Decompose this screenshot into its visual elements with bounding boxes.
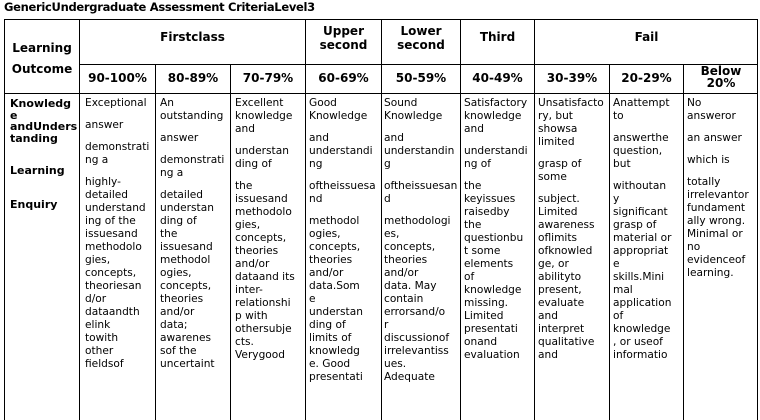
criteria-paragraph <box>613 97 683 123</box>
criteria-line: theories <box>235 245 279 257</box>
criteria-line: understandin <box>384 145 455 157</box>
criteria-line: , or useof <box>613 336 663 348</box>
criteria-line: mal <box>613 284 633 296</box>
criteria-paragraph <box>160 97 230 123</box>
criteria-line: Good <box>309 97 337 109</box>
col-divider <box>609 64 610 420</box>
criteria-line: ogies, <box>309 228 341 240</box>
criteria-line: ng <box>309 158 323 170</box>
criteria-paragraph <box>384 215 460 384</box>
criteria-line: irrelevantor <box>687 189 749 201</box>
criteria-line: which is <box>687 154 730 166</box>
criteria-line: contain <box>384 293 424 305</box>
criteria-paragraph <box>235 145 305 171</box>
criteria-line: knowledge <box>613 323 671 335</box>
criteria-line: and <box>538 349 558 361</box>
criteria-line: answerthe <box>613 132 669 144</box>
criteria-line: Excellent <box>235 97 284 109</box>
criteria-line: data; <box>160 319 188 331</box>
header-lower-line1: Lower <box>400 24 442 38</box>
criteria-line: cts. <box>235 336 254 348</box>
criteria-line: material or <box>613 232 672 244</box>
criteria-line: evidenceof <box>687 254 746 266</box>
criteria-line: t some <box>464 245 501 257</box>
document-title: GenericUndergraduate Assessment CriteriaLevel3 <box>4 0 315 14</box>
criteria-line: knowledge <box>464 110 522 122</box>
range-80-89: 80-89% <box>167 71 219 85</box>
range-below-line1: Below <box>700 64 742 78</box>
criteria-line: knowledge <box>464 284 522 296</box>
criteria-line: irrelevantiss <box>384 345 449 357</box>
criteria-line: Satisfactory <box>464 97 528 109</box>
range-90-100: 90-100% <box>88 71 147 85</box>
criteria-line: grasp of <box>613 219 657 231</box>
outcome-k-line4: tanding <box>10 131 58 145</box>
criteria-paragraph <box>309 180 381 206</box>
criteria-line: Adequate <box>384 371 435 383</box>
criteria-line: concepts, <box>85 267 137 279</box>
criteria-line: Anattempt <box>613 97 670 109</box>
criteria-line: Knowledge <box>384 110 443 122</box>
criteria-line: concepts, <box>160 280 212 292</box>
range-70-79: 70-79% <box>242 71 294 85</box>
criteria-paragraph <box>538 97 609 149</box>
criteria-line: keyissues <box>464 193 516 205</box>
criteria-line: some <box>538 171 567 183</box>
criteria-line: es, <box>384 228 400 240</box>
criteria-line: withoutan <box>613 180 667 192</box>
header-firstclass: Firstclass <box>160 30 225 44</box>
criteria-line: d/or <box>85 293 107 305</box>
criteria-90-100 <box>85 97 155 420</box>
criteria-line: understan <box>235 145 289 157</box>
criteria-line: and/or <box>160 306 195 318</box>
criteria-line: An <box>160 97 174 109</box>
criteria-line: dataandth <box>85 306 140 318</box>
criteria-line: understandi <box>464 145 528 157</box>
criteria-line: detailed <box>160 189 204 201</box>
header-third: Third <box>479 30 516 44</box>
col-divider <box>230 64 231 420</box>
criteria-line: awarenes <box>160 332 212 344</box>
criteria-line: presentati <box>464 323 518 335</box>
criteria-line: Minimal or <box>687 228 743 240</box>
criteria-line: Limited <box>538 206 578 218</box>
criteria-line: grasp of <box>538 158 582 170</box>
criteria-60-69 <box>309 97 381 420</box>
criteria-line: interpret <box>538 323 585 335</box>
criteria-line: and <box>309 132 329 144</box>
criteria-line: no <box>687 241 701 253</box>
criteria-paragraph <box>85 119 155 132</box>
criteria-20-29 <box>613 97 683 420</box>
criteria-line: an answer <box>687 132 742 144</box>
criteria-line: uncertaint <box>160 358 215 370</box>
criteria-80-89 <box>160 97 230 420</box>
criteria-line: the <box>235 180 253 192</box>
criteria-paragraph <box>235 97 305 136</box>
criteria-line: oflimits <box>538 232 578 244</box>
criteria-paragraph <box>309 132 381 171</box>
criteria-line: data. May <box>384 280 437 292</box>
criteria-line: outstanding <box>160 110 224 122</box>
criteria-line: Exceptional <box>85 97 147 109</box>
col-divider <box>155 64 156 420</box>
criteria-line: ding of <box>235 158 272 170</box>
criteria-line: dataand its <box>235 271 295 283</box>
criteria-paragraph <box>613 180 683 362</box>
criteria-line: oftheissuesa <box>309 180 376 192</box>
criteria-line: discussionof <box>384 332 450 344</box>
criteria-40-49 <box>464 97 534 420</box>
criteria-line: theories <box>309 254 353 266</box>
criteria-line: e <box>613 258 620 270</box>
criteria-line: appropriat <box>613 245 669 257</box>
outcome-k-line1: Knowledg <box>10 97 72 110</box>
criteria-paragraph <box>85 176 155 371</box>
criteria-line: understan <box>309 306 363 318</box>
criteria-paragraph <box>309 97 381 123</box>
criteria-line: gies, <box>235 219 261 231</box>
criteria-line: and/or <box>384 267 419 279</box>
criteria-line: concepts, <box>309 241 361 253</box>
criteria-line: answer <box>160 132 199 144</box>
criteria-line: knowledge <box>235 110 293 122</box>
criteria-line: understand <box>85 202 146 214</box>
criteria-line: methodol <box>309 215 360 227</box>
criteria-line: data.Som <box>309 280 360 292</box>
criteria-line: ues. <box>384 358 407 370</box>
header-upper-second <box>306 24 381 52</box>
criteria-line: gies, <box>85 254 111 266</box>
criteria-paragraph <box>464 145 534 171</box>
criteria-line: concepts, <box>384 241 436 253</box>
criteria-paragraph <box>687 176 758 280</box>
criteria-paragraph <box>160 132 230 145</box>
outcome-enquiry: Enquiry <box>10 198 58 211</box>
criteria-line: oftheissuesan <box>384 180 458 192</box>
criteria-line: g <box>384 158 391 170</box>
range-60-69: 60-69% <box>318 71 369 85</box>
outcome-learning: Learning <box>10 164 65 177</box>
criteria-line: evaluate <box>538 297 585 309</box>
outcome-k-line3: andUnders <box>10 120 78 133</box>
criteria-line: of <box>613 310 624 322</box>
criteria-paragraph <box>235 180 305 362</box>
criteria-line: Sound <box>384 97 418 109</box>
criteria-line: and/or <box>235 258 270 270</box>
criteria-line: ng of <box>464 158 492 170</box>
criteria-line: concepts, <box>235 232 287 244</box>
criteria-line: to <box>613 110 624 122</box>
criteria-line: Verygood <box>235 349 285 361</box>
criteria-line: ding of <box>160 215 197 227</box>
criteria-line: totally <box>687 176 721 188</box>
criteria-line: evaluation <box>464 349 520 361</box>
criteria-70-79 <box>235 97 305 420</box>
criteria-paragraph <box>309 215 381 384</box>
criteria-line: ry, but <box>538 110 573 122</box>
header-lower-second <box>382 24 460 52</box>
header-upper-line2: second <box>319 38 368 52</box>
criteria-line: raisedby <box>464 206 510 218</box>
range-below-20 <box>684 65 758 89</box>
criteria-line: othersubje <box>235 323 292 335</box>
criteria-line: and <box>538 310 558 322</box>
outcome-k-line2: e <box>10 108 18 122</box>
criteria-line: elements <box>464 258 514 270</box>
criteria-line: ding of <box>309 319 346 331</box>
criteria-paragraph <box>384 132 460 171</box>
criteria-line: qualitative <box>538 336 595 348</box>
criteria-line: Unsatisfacto <box>538 97 604 109</box>
criteria-line: limits of <box>309 332 352 344</box>
criteria-line: nd <box>309 193 323 205</box>
header-outcome-line2: Outcome <box>11 62 73 76</box>
criteria-line: ge, or <box>538 258 569 270</box>
criteria-line: fundament <box>687 202 746 214</box>
range-30-39: 30-39% <box>546 71 598 85</box>
criteria-line: other <box>85 345 114 357</box>
criteria-line: and <box>384 132 404 144</box>
criteria-line: significant <box>613 206 668 218</box>
criteria-line: methodologi <box>384 215 451 227</box>
criteria-line: ing of the <box>85 215 136 227</box>
range-20-29: 20-29% <box>621 71 672 85</box>
criteria-line: Limited <box>464 310 504 322</box>
criteria-paragraph <box>85 141 155 167</box>
criteria-line: theoriesan <box>85 280 142 292</box>
header-outcome-line1: Learning <box>12 41 72 55</box>
outcome-knowledge <box>10 98 77 144</box>
criteria-paragraph <box>613 132 683 171</box>
row-divider-header <box>79 64 758 65</box>
criteria-line: understandi <box>309 145 373 157</box>
criteria-30-39 <box>538 97 609 420</box>
criteria-paragraph <box>384 97 460 123</box>
range-40-49: 40-49% <box>472 71 523 85</box>
criteria-paragraph <box>538 158 609 184</box>
criteria-paragraph <box>464 180 534 362</box>
criteria-line: ally wrong. <box>687 215 746 227</box>
criteria-line: d <box>384 193 391 205</box>
criteria-line: showsa <box>538 123 578 135</box>
header-learning-outcome <box>4 38 80 80</box>
criteria-line: knowledg <box>309 345 360 357</box>
criteria-line: but <box>613 158 631 170</box>
criteria-line: towith <box>85 332 119 344</box>
criteria-line: demonstrati <box>160 154 225 166</box>
criteria-line: application <box>613 297 672 309</box>
criteria-paragraph <box>464 97 534 136</box>
criteria-line: methodolo <box>85 241 142 253</box>
criteria-paragraph <box>687 154 758 167</box>
criteria-paragraph <box>687 97 758 123</box>
criteria-line: the <box>160 228 178 240</box>
criteria-line: fieldsof <box>85 358 124 370</box>
criteria-line: answeror <box>687 110 736 122</box>
criteria-line: question, <box>613 145 663 157</box>
criteria-paragraph <box>538 193 609 362</box>
criteria-line: questionbu <box>464 232 524 244</box>
criteria-line: inter- <box>235 284 263 296</box>
header-upper-line1: Upper <box>323 24 364 38</box>
header-lower-line2: second <box>397 38 445 52</box>
criteria-line: awareness <box>538 219 595 231</box>
criteria-line: of <box>464 271 475 283</box>
criteria-line: sof the <box>160 345 197 357</box>
criteria-line: and/or <box>309 267 344 279</box>
criteria-line: answer <box>85 119 124 131</box>
criteria-line: highly- <box>85 176 121 188</box>
criteria-line: methodolo <box>235 206 292 218</box>
criteria-line: and <box>464 123 484 135</box>
criteria-line: issuesand <box>235 193 288 205</box>
criteria-line: Knowledge <box>309 110 368 122</box>
criteria-line: presentati <box>309 371 363 383</box>
criteria-paragraph <box>384 180 460 206</box>
criteria-line: relationshi <box>235 297 291 309</box>
criteria-paragraph <box>160 189 230 371</box>
col-divider <box>683 64 684 420</box>
criteria-line: issuesand <box>160 241 213 253</box>
criteria-line: ofknowled <box>538 245 593 257</box>
criteria-line: theories <box>384 254 428 266</box>
criteria-paragraph <box>687 132 758 145</box>
criteria-line: y <box>613 193 620 205</box>
criteria-line: r <box>384 319 389 331</box>
criteria-line: present, <box>538 284 582 296</box>
header-fail: Fail <box>634 30 659 44</box>
criteria-paragraph <box>160 154 230 180</box>
criteria-50-59 <box>384 97 460 420</box>
criteria-line: missing. <box>464 297 509 309</box>
criteria-line: limited <box>538 136 575 148</box>
criteria-line: errorsand/o <box>384 306 446 318</box>
range-50-59: 50-59% <box>395 71 447 85</box>
criteria-line: the <box>464 219 482 231</box>
criteria-line: and <box>235 123 255 135</box>
criteria-line: p with <box>235 310 268 322</box>
criteria-line: the <box>464 180 482 192</box>
criteria-line: informatio <box>613 349 668 361</box>
criteria-line: learning. <box>687 267 734 279</box>
criteria-line: abilityto <box>538 271 582 283</box>
criteria-line: e. Good <box>309 358 351 370</box>
range-below-line2: 20% <box>706 76 736 90</box>
criteria-line: onand <box>464 336 498 348</box>
criteria-below-20 <box>687 97 758 420</box>
criteria-line: ogies, <box>160 267 192 279</box>
criteria-line: elink <box>85 319 111 331</box>
criteria-line: methodol <box>160 254 211 266</box>
criteria-line: understan <box>160 202 214 214</box>
criteria-line: e <box>309 293 316 305</box>
criteria-line: subject. <box>538 193 580 205</box>
criteria-line: detailed <box>85 189 129 201</box>
criteria-line: skills.Mini <box>613 271 665 283</box>
criteria-line: ng a <box>160 167 184 179</box>
criteria-line: ng a <box>85 154 109 166</box>
criteria-line: No <box>687 97 702 109</box>
criteria-line: theories <box>160 293 204 305</box>
criteria-paragraph <box>85 97 155 110</box>
criteria-line: demonstrati <box>85 141 150 153</box>
criteria-line: issuesand <box>85 228 138 240</box>
